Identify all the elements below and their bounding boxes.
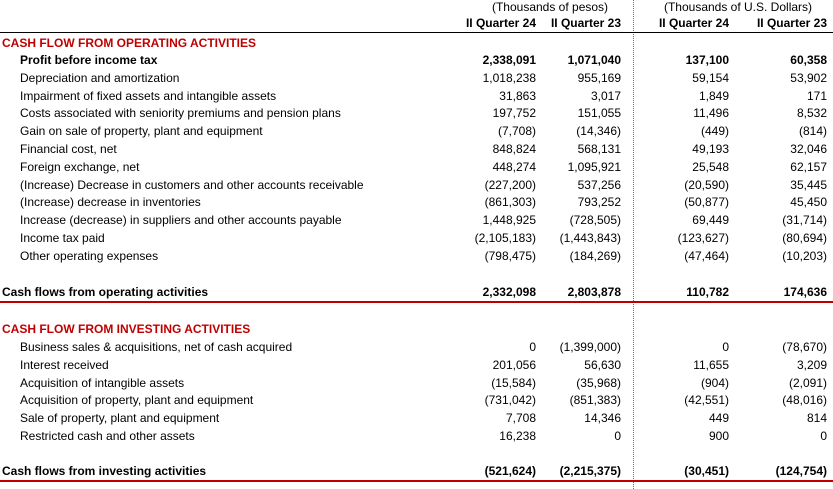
value-pesos-q24: (731,042) bbox=[484, 393, 536, 408]
value-pesos-q23: 56,630 bbox=[584, 357, 621, 372]
value-usd-q24: 449 bbox=[708, 411, 729, 426]
value-pesos-q24: (15,584) bbox=[491, 375, 536, 390]
table-row bbox=[0, 428, 833, 446]
value-usd-q23: 814 bbox=[806, 411, 827, 426]
value-usd-q24: 59,154 bbox=[692, 70, 729, 85]
value-pesos-q23: 3,017 bbox=[590, 88, 621, 103]
quarter-header-usd-q24: II Quarter 24 bbox=[658, 16, 729, 30]
value-usd-q24: (20,590) bbox=[684, 177, 729, 192]
row-label: Depreciation and amortization bbox=[20, 70, 180, 85]
value-usd-q24: (449) bbox=[700, 124, 729, 139]
total-value-usd-q24: 110,782 bbox=[686, 285, 729, 299]
table-row bbox=[0, 123, 833, 141]
row-label: Profit before income tax bbox=[20, 53, 158, 67]
value-pesos-q23: 568,131 bbox=[577, 142, 621, 156]
value-pesos-q23: 537,256 bbox=[577, 177, 621, 192]
total-label: Cash flows from operating activities bbox=[2, 285, 209, 299]
table-row bbox=[0, 339, 833, 357]
value-pesos-q24: 31,863 bbox=[499, 88, 536, 103]
total-value-usd-q23: (124,754) bbox=[775, 464, 827, 478]
usd-unit-header: (Thousands of U.S. Dollars) bbox=[663, 0, 813, 14]
value-pesos-q23: 955,169 bbox=[577, 70, 621, 85]
value-usd-q24: 1,849 bbox=[698, 88, 729, 103]
row-label: Other operating expenses bbox=[20, 248, 159, 263]
value-usd-q23: 3,209 bbox=[796, 357, 827, 372]
value-pesos-q24: 0 bbox=[529, 340, 536, 354]
row-label: Financial cost, net bbox=[20, 142, 117, 156]
row-label: Increase (decrease) in suppliers and other accounts payable bbox=[20, 213, 342, 228]
row-label: Costs associated with seniority premiums and pension plans bbox=[20, 106, 341, 121]
value-pesos-q23: 1,071,040 bbox=[567, 53, 621, 67]
table-row bbox=[0, 375, 833, 393]
value-usd-q23: 171 bbox=[806, 88, 827, 103]
investing-total-row bbox=[0, 463, 833, 481]
value-usd-q23: (31,714) bbox=[782, 213, 827, 228]
value-usd-q23: (80,694) bbox=[782, 231, 827, 245]
table-row bbox=[0, 88, 833, 106]
value-pesos-q24: (861,303) bbox=[484, 195, 536, 210]
table-row bbox=[0, 70, 833, 88]
total-value-pesos-q23: 2,803,878 bbox=[567, 285, 621, 299]
row-label: Sale of property, plant and equipment bbox=[20, 411, 220, 426]
value-pesos-q23: (728,505) bbox=[569, 213, 621, 228]
row-label: Gain on sale of property, plant and equipment bbox=[20, 124, 263, 139]
value-pesos-q24: 848,824 bbox=[492, 142, 536, 156]
value-pesos-q24: 448,274 bbox=[492, 159, 536, 174]
investing-section-title: CASH FLOW FROM INVESTING ACTIVITIES bbox=[2, 322, 251, 336]
value-usd-q23: 53,902 bbox=[790, 70, 827, 85]
total-value-pesos-q23: (2,215,375) bbox=[559, 464, 621, 478]
quarter-header-pesos-q24: II Quarter 24 bbox=[465, 16, 536, 30]
value-pesos-q24: 1,018,238 bbox=[482, 70, 536, 85]
value-pesos-q23: 14,346 bbox=[584, 411, 621, 426]
row-label: Foreign exchange, net bbox=[20, 159, 140, 174]
value-usd-q24: 0 bbox=[722, 340, 729, 354]
value-usd-q23: 45,450 bbox=[790, 195, 827, 210]
table-row bbox=[0, 410, 833, 428]
value-usd-q23: (814) bbox=[798, 124, 827, 139]
value-usd-q24: (50,877) bbox=[684, 195, 729, 210]
value-pesos-q23: (14,346) bbox=[576, 124, 621, 139]
pesos-unit-header: (Thousands of pesos) bbox=[491, 0, 609, 14]
value-pesos-q23: 151,055 bbox=[577, 106, 621, 121]
row-label: Restricted cash and other assets bbox=[20, 429, 195, 443]
table-row bbox=[0, 248, 833, 266]
value-usd-q24: (904) bbox=[700, 375, 729, 390]
row-label: (Increase) Decrease in customers and other accounts receivable bbox=[20, 177, 364, 192]
value-usd-q23: 62,157 bbox=[790, 159, 827, 174]
value-pesos-q24: (7,708) bbox=[497, 124, 536, 139]
table-row bbox=[0, 177, 833, 195]
table-row bbox=[0, 52, 833, 70]
value-usd-q24: 25,548 bbox=[692, 159, 729, 174]
value-usd-q24: 11,496 bbox=[693, 106, 729, 121]
total-value-pesos-q24: (521,624) bbox=[484, 464, 536, 478]
total-value-pesos-q24: 2,332,098 bbox=[482, 285, 536, 299]
quarter-header-pesos-q23: II Quarter 23 bbox=[550, 16, 621, 30]
value-usd-q24: (47,464) bbox=[684, 248, 729, 263]
value-usd-q24: (42,551) bbox=[684, 393, 729, 408]
value-usd-q23: (78,670) bbox=[782, 340, 827, 354]
value-pesos-q24: 7,708 bbox=[505, 411, 536, 426]
value-usd-q23: (10,203) bbox=[782, 248, 827, 263]
value-usd-q24: 69,449 bbox=[692, 213, 729, 228]
value-usd-q23: (48,016) bbox=[782, 393, 827, 408]
value-pesos-q24: 201,056 bbox=[492, 357, 536, 372]
value-pesos-q23: (35,968) bbox=[576, 375, 621, 390]
total-value-usd-q24: (30,451) bbox=[684, 464, 729, 478]
value-pesos-q23: (1,399,000) bbox=[559, 340, 621, 354]
value-usd-q24: 49,193 bbox=[692, 142, 729, 156]
operating-total-row bbox=[0, 284, 833, 302]
value-pesos-q24: 1,448,925 bbox=[482, 213, 536, 228]
value-usd-q23: 60,358 bbox=[790, 53, 827, 67]
total-value-usd-q23: 174,636 bbox=[783, 285, 827, 299]
row-label: (Increase) decrease in inventories bbox=[20, 195, 201, 210]
value-pesos-q24: (227,200) bbox=[484, 177, 536, 192]
value-pesos-q23: 1,095,921 bbox=[567, 159, 621, 174]
value-pesos-q24: (2,105,183) bbox=[474, 231, 536, 245]
operating-total-divider bbox=[0, 301, 833, 303]
value-pesos-q23: (851,383) bbox=[569, 393, 621, 408]
value-usd-q23: 8,532 bbox=[796, 106, 827, 121]
row-label: Acquisition of intangible assets bbox=[20, 375, 185, 390]
value-pesos-q24: 16,238 bbox=[499, 429, 536, 443]
row-label: Business sales & acquisitions, net of cash acquired bbox=[20, 340, 293, 354]
value-pesos-q23: 0 bbox=[614, 429, 621, 443]
value-pesos-q24: 197,752 bbox=[492, 106, 536, 121]
quarter-header-usd-q23: II Quarter 23 bbox=[756, 16, 827, 30]
value-usd-q24: 11,655 bbox=[693, 357, 729, 372]
table-row bbox=[0, 141, 833, 159]
total-label: Cash flows from investing activities bbox=[2, 464, 207, 478]
value-usd-q23: 35,445 bbox=[790, 177, 827, 192]
value-usd-q23: 0 bbox=[820, 429, 827, 443]
row-label: Income tax paid bbox=[20, 231, 105, 245]
value-usd-q23: 32,046 bbox=[790, 142, 827, 156]
value-pesos-q23: 793,252 bbox=[577, 195, 621, 210]
investing-total-divider bbox=[0, 480, 833, 482]
row-label: Acquisition of property, plant and equipment bbox=[20, 393, 254, 408]
operating-section-title: CASH FLOW FROM OPERATING ACTIVITIES bbox=[2, 36, 256, 50]
table-row bbox=[0, 392, 833, 410]
table-row bbox=[0, 357, 833, 375]
value-pesos-q23: (184,269) bbox=[569, 248, 621, 263]
value-usd-q24: (123,627) bbox=[677, 231, 729, 245]
table-row bbox=[0, 230, 833, 248]
table-row bbox=[0, 212, 833, 230]
value-usd-q24: 900 bbox=[708, 429, 729, 443]
table-row bbox=[0, 159, 833, 177]
value-usd-q23: (2,091) bbox=[788, 375, 827, 390]
table-row bbox=[0, 105, 833, 123]
table-row bbox=[0, 194, 833, 212]
value-pesos-q24: 2,338,091 bbox=[482, 53, 536, 67]
row-label: Impairment of fixed assets and intangible assets bbox=[20, 88, 277, 103]
header-divider bbox=[0, 32, 833, 33]
row-label: Interest received bbox=[20, 357, 109, 372]
value-pesos-q23: (1,443,843) bbox=[559, 231, 621, 245]
value-usd-q24: 137,100 bbox=[685, 53, 729, 67]
value-pesos-q24: (798,475) bbox=[484, 248, 536, 263]
